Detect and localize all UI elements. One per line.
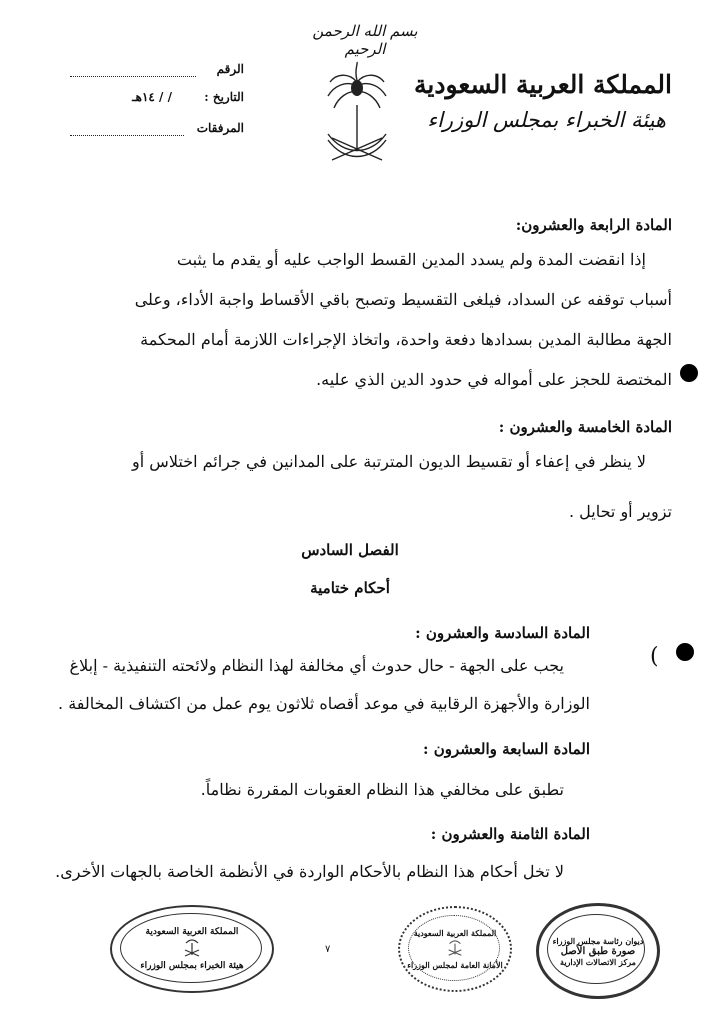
stamp-inner-ring bbox=[547, 914, 645, 984]
attachments-line bbox=[70, 135, 184, 136]
article-26-line: الوزارة والأجهزة الرقابية في موعد أقصاه ثلاثون يوم عمل من اكتشاف المخالفة . bbox=[58, 694, 590, 713]
stamp-text-top: المملكة العربية السعودية bbox=[413, 928, 497, 938]
article-24-line: إذا انقضت المدة ولم يسدد المدين القسط الواجب عليه أو يقدم ما يثبت bbox=[176, 250, 646, 269]
article-26-line: يجب على الجهة - حال حدوث أي مخالفة لهذا النظام ولائحته التنفيذية - إبلاغ bbox=[69, 656, 564, 675]
council-name: هيئة الخبراء بمجلس الوزراء bbox=[427, 108, 666, 132]
stamp-text-bottom: الأمانة العامة لمجلس الوزراء bbox=[407, 960, 503, 970]
article-24-body bbox=[34, 240, 646, 280]
stamp-text-top: المملكة العربية السعودية bbox=[145, 927, 239, 937]
punch-hole bbox=[676, 643, 694, 661]
page-number: ٧ bbox=[325, 944, 331, 955]
article-25-body-cont bbox=[60, 492, 672, 532]
basmala: بسم الله الرحمن الرحيم bbox=[312, 22, 418, 58]
article-24-line: المختصة للحجز على أمواله في حدود الدين الذي عليه. bbox=[316, 370, 672, 389]
paren-mark: ( bbox=[650, 644, 659, 669]
punch-hole bbox=[680, 364, 698, 382]
article-27-heading: المادة السابعة والعشرون : bbox=[423, 740, 590, 758]
article-28-line: لا تخل أحكام هذا النظام بالأحكام الواردة في الأنظمة الخاصة بالجهات الأخرى. bbox=[55, 862, 564, 881]
article-26-heading: المادة السادسة والعشرون : bbox=[415, 624, 590, 642]
stamp-text-bottom: هيئة الخبراء بمجلس الوزراء bbox=[140, 961, 244, 971]
chapter-title: الفصل السادس bbox=[301, 541, 399, 559]
stamp-inner-ring bbox=[408, 915, 500, 981]
article-24-line: أسباب توقفه عن السداد، فيلغى التقسيط وتصبح باقي الأقساط واجبة الأداء، وعلى bbox=[134, 290, 672, 309]
article-26-body bbox=[4, 646, 564, 686]
article-26-body-cont bbox=[30, 684, 590, 724]
article-25-heading: المادة الخامسة والعشرون : bbox=[498, 418, 672, 436]
stamp-text-middle: صورة طبق الأصل bbox=[560, 945, 636, 957]
ref-number-label: الرقم bbox=[216, 62, 244, 76]
date-label: التاريخ : bbox=[204, 90, 244, 104]
article-24-heading: المادة الرابعة والعشرون: bbox=[515, 216, 672, 234]
article-28-heading: المادة الثامنة والعشرون : bbox=[430, 825, 590, 843]
stamp-text-top: ديوان رئاسة مجلس الوزراء bbox=[552, 935, 644, 946]
article-25-body bbox=[34, 442, 646, 482]
article-24-body-cont bbox=[60, 280, 672, 400]
article-27-body bbox=[4, 770, 564, 810]
article-24-line: الجهة مطالبة المدين بسدادها دفعة واحدة، واتخاذ الإجراءات اللازمة أمام المحكمة bbox=[140, 330, 672, 349]
chapter-subtitle: أحكام ختامية bbox=[310, 579, 390, 597]
stamp-text-bottom: مركز الاتصالات الإدارية bbox=[560, 956, 636, 967]
stamp-cabinet-diwan bbox=[536, 903, 660, 999]
article-25-line: لا ينظر في إعفاء أو تقسيط الديون المترتبة على المدانين في جرائم اختلاس أو bbox=[132, 452, 646, 471]
article-25-line: تزوير أو تحايل . bbox=[568, 502, 672, 521]
saudi-emblem-icon bbox=[322, 60, 392, 170]
article-27-line: تطبق على مخالفي هذا النظام العقوبات المقررة نظاماً. bbox=[200, 780, 564, 799]
article-28-body bbox=[4, 852, 564, 892]
ref-number-line bbox=[70, 76, 196, 77]
kingdom-name: المملكة العربية السعودية bbox=[413, 70, 672, 99]
stamp-general-secretariat bbox=[398, 906, 512, 992]
date-value: / / ١٤هـ bbox=[132, 90, 172, 104]
attachments-label: المرفقات bbox=[196, 121, 244, 135]
stamp-council-experts bbox=[110, 905, 274, 993]
stamp-inner-ring bbox=[120, 913, 262, 983]
